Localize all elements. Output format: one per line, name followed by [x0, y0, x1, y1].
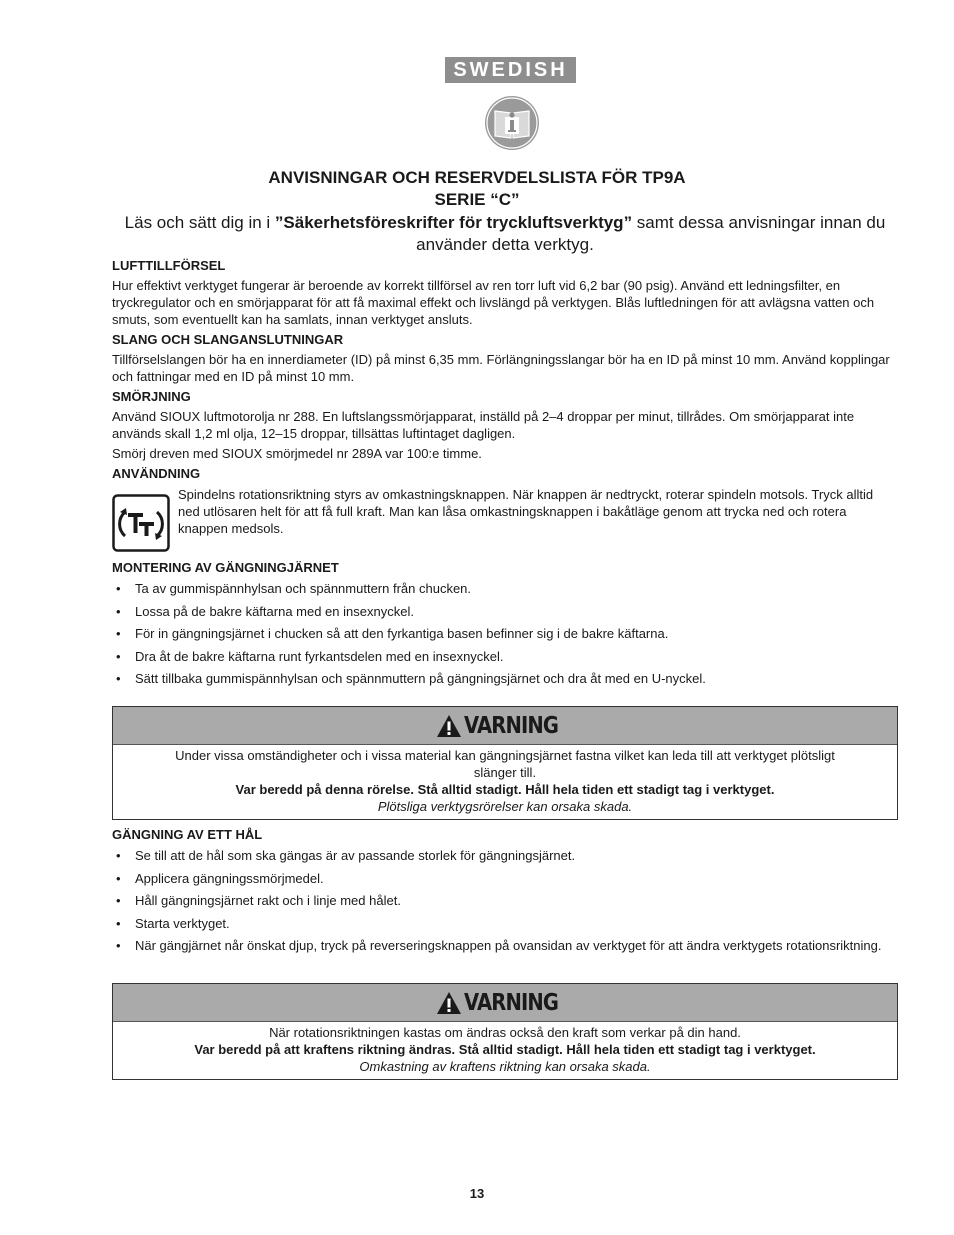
- document-series: SERIE “C”: [434, 190, 520, 209]
- list-item: • Dra åt de bakre käftarna runt fyrkantsdelen med en insexnyckel.: [112, 648, 896, 665]
- document-title: ANVISNINGAR OCH RESERVDELSLISTA FÖR TP9A: [268, 168, 686, 187]
- warning-consequence: Plötsliga verktygsrörelser kan orsaka skada.: [377, 799, 633, 814]
- list-item: • Håll gängningsjärnet rakt och i linje med hålet.: [112, 892, 896, 909]
- warning-instruction: Var beredd på denna rörelse. Stå alltid stadigt. Håll hela tiden ett stadigt tag i verktyget.: [235, 782, 775, 797]
- warning-header: [113, 984, 897, 1022]
- warning-box-1: [112, 706, 898, 820]
- section-heading-lubrication: SMÖRJNING: [112, 389, 191, 404]
- warning-body: [113, 745, 897, 819]
- section-heading-air-supply: LUFTTILLFÖRSEL: [112, 258, 226, 273]
- section-heading-hose: SLANG OCH SLANGANSLUTNINGAR: [112, 332, 344, 347]
- list-item: • Ta av gummispännhylsan och spännmuttern från chucken.: [112, 580, 896, 597]
- warning-header: [113, 707, 897, 745]
- list-item: • Lossa på de bakre käftarna med en insexnyckel.: [112, 603, 896, 620]
- list-item: • Applicera gängningssmörjmedel.: [112, 870, 896, 887]
- warning-instruction: Var beredd på att kraftens riktning ändras. Stå alltid stadigt. Håll hela tiden ett stadigt tag i verktyget.: [194, 1042, 816, 1057]
- warning-text: När rotationsriktningen kastas om ändras också den kraft som verkar på din hand.: [269, 1025, 741, 1040]
- list-item: • Starta verktyget.: [112, 915, 896, 932]
- intro-text: Läs och sätt dig in i ”Säkerhetsföreskrifter för tryckluftsverktyg” samt dessa anvisningar innan du använder detta verktyg.: [124, 213, 886, 254]
- warning-label: VARNING: [463, 989, 558, 1016]
- warning-consequence: Omkastning av kraftens riktning kan orsaka skada.: [359, 1059, 651, 1074]
- section-heading-mounting: MONTERING AV GÄNGNINGJÄRNET: [112, 560, 339, 575]
- warning-triangle-icon: [436, 714, 462, 738]
- section-heading-threading: GÄNGNING AV ETT HÅL: [112, 827, 263, 842]
- warning-triangle-icon: [436, 991, 462, 1015]
- lubrication-text: Använd SIOUX luftmotorolja nr 288. En luftslangssmörjapparat, inställd på 2–4 droppar per minut, tillrådes. Om smörjapparat inte används skall 1,2 ml olja, 12–15 droppar, tillsättas luftintaget dagligen.: [112, 409, 855, 441]
- page-number: 13: [469, 1186, 485, 1201]
- warning-box-2: [112, 983, 898, 1080]
- mounting-steps: [112, 580, 896, 693]
- list-item: • Se till att de hål som ska gängas är av passande storlek för gängningsjärnet.: [112, 847, 896, 864]
- book-info-icon: [483, 94, 541, 152]
- warning-label: VARNING: [463, 712, 558, 739]
- list-item: • Sätt tillbaka gummispännhylsan och spännmuttern på gängningsjärnet och dra åt med en U-nyckel.: [112, 670, 896, 687]
- list-item: • För in gängningsjärnet i chucken så att den fyrkantiga basen befinner sig i de bakre käftarna.: [112, 625, 896, 642]
- threading-steps: [112, 847, 896, 960]
- section-heading-usage: ANVÄNDNING: [112, 466, 201, 481]
- list-item: • När gängjärnet når önskat djup, tryck på reverseringsknappen på ovansidan av verktyget för att ändra verktygets rotationsriktning.: [112, 937, 896, 954]
- warning-body: [113, 1022, 897, 1079]
- warning-text: Under vissa omständigheter och i vissa material kan gängningsjärnet fastna vilket kan leda till att verktyget plötsligt slänger till.: [175, 748, 835, 780]
- air-supply-text: Hur effektivt verktyget fungerar är beroende av korrekt tillförsel av ren torr luft vid 6,2 bar (90 psig). Använd ett ledningsfilter, en tryckregulator och en smörjapparat för att få maximal effekt och livslängd på verktygen. Blås luftledningen för att avlägsna vatten och smuts, som eventuellt kan ha samlats, innan verktyget ansluts.: [112, 278, 875, 327]
- reverse-rotation-icon: [112, 494, 170, 552]
- hose-text: Tillförselslangen bör ha en innerdiameter (ID) på minst 6,35 mm. Förlängningsslangar bör ha en ID på minst 10 mm. Använd kopplingar och fattningar med en ID på minst 10 mm.: [112, 352, 890, 384]
- language-badge: SWEDISH: [445, 57, 576, 83]
- usage-text: Spindelns rotationsriktning styrs av omkastningsknappen. När knappen är nedtryckt, roterar spindeln motsols. Tryck alltid ned utlösaren helt för att få full kraft. Man kan låsa omkastningsknappen i bakåtläge genom att trycka ned och rotera knappen medsols.: [178, 487, 874, 536]
- lubrication-text-2: Smörj dreven med SIOUX smörjmedel nr 289A var 100:e timme.: [112, 446, 482, 461]
